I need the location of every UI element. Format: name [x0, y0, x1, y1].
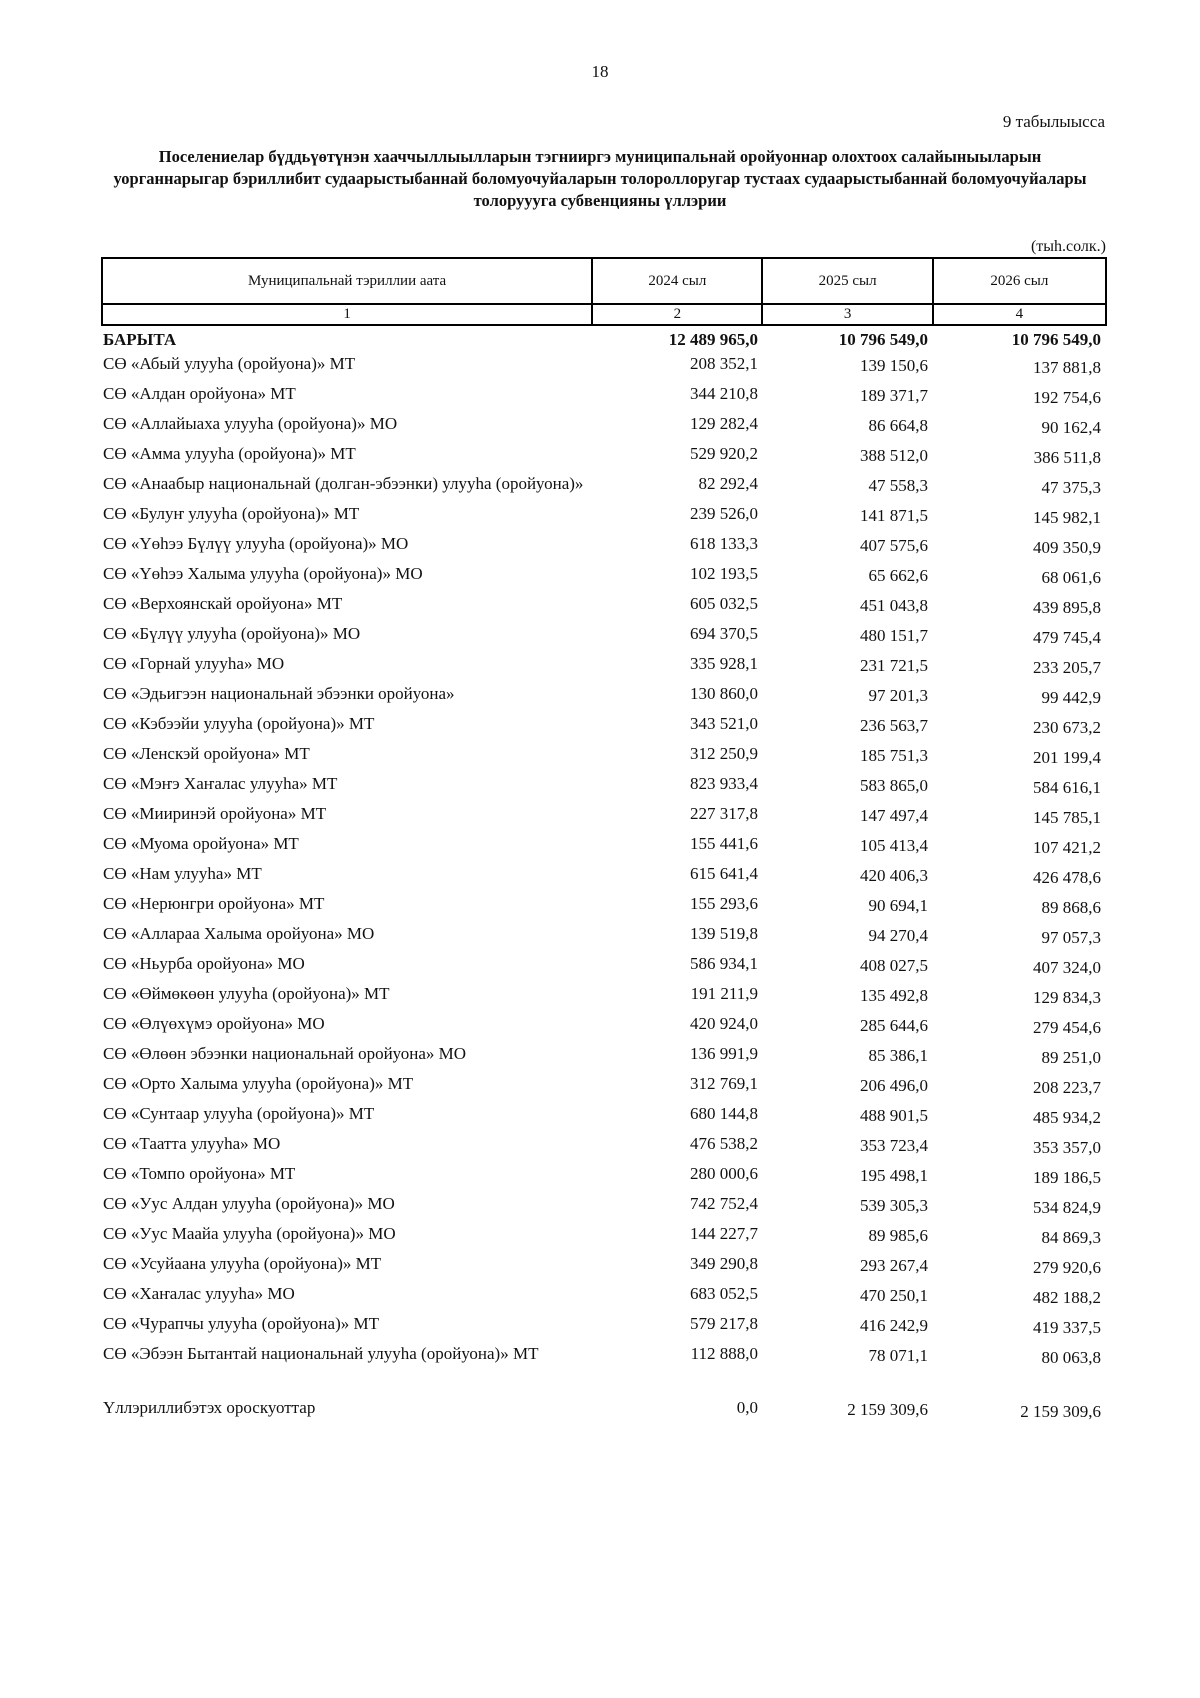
municipality-name: СӨ «Томпо оройуона» МТ — [103, 1164, 296, 1183]
value-2025: 47 558,3 — [868, 476, 928, 495]
value-2024: 344 210,8 — [690, 384, 758, 403]
undistributed-2026: 2 159 309,6 — [1020, 1402, 1101, 1421]
table-header — [101, 257, 1107, 326]
undistributed-label: Үллэриллибэтэх ороскуоттар — [103, 1398, 316, 1417]
municipality-name: СӨ «Эбээн Бытантай национальнай улууһа (оройуона)» МТ — [103, 1344, 539, 1363]
value-2025: 206 496,0 — [860, 1076, 928, 1095]
value-2024: 239 526,0 — [690, 504, 758, 523]
value-2026: 99 442,9 — [1041, 688, 1101, 707]
value-2026: 189 186,5 — [1033, 1168, 1101, 1187]
value-2024: 343 521,0 — [690, 714, 758, 733]
value-2024: 191 211,9 — [690, 984, 758, 1003]
municipality-name: СӨ «Орто Халыма улууһа (оройуона)» МТ — [103, 1074, 414, 1093]
value-2026: 230 673,2 — [1033, 718, 1101, 737]
municipality-name: СӨ «Эдьигээн национальнай эбээнки оройуона» — [103, 684, 455, 703]
total-2026: 10 796 549,0 — [1011, 330, 1101, 349]
value-2025: 231 721,5 — [860, 656, 928, 675]
table-row — [101, 624, 1107, 648]
value-2025: 189 371,7 — [860, 386, 928, 405]
value-2025: 236 563,7 — [860, 716, 928, 735]
value-2026: 84 869,3 — [1041, 1228, 1101, 1247]
table-row — [101, 1314, 1107, 1338]
value-2024: 618 133,3 — [690, 534, 758, 553]
value-2026: 482 188,2 — [1033, 1288, 1101, 1307]
value-2024: 683 052,5 — [690, 1284, 758, 1303]
table-row — [101, 864, 1107, 888]
value-2025: 139 150,6 — [860, 356, 928, 375]
table-row — [101, 1194, 1107, 1218]
value-2025: 90 694,1 — [868, 896, 928, 915]
table-row — [101, 714, 1107, 738]
value-2025: 195 498,1 — [860, 1166, 928, 1185]
table-row — [101, 1014, 1107, 1038]
header-2026: 2026 сыл — [933, 258, 1106, 304]
value-2026: 386 511,8 — [1033, 448, 1101, 467]
table-row — [101, 984, 1107, 1008]
municipality-name: СӨ «Ньурба оройуона» МО — [103, 954, 305, 973]
value-2026: 426 478,6 — [1033, 868, 1101, 887]
header-2024: 2024 сыл — [592, 258, 762, 304]
value-2025: 416 242,9 — [860, 1316, 928, 1335]
value-2025: 470 250,1 — [860, 1286, 928, 1305]
value-2024: 823 933,4 — [690, 774, 758, 793]
table-row — [101, 1254, 1107, 1278]
municipality-name: СӨ «Үөһээ Бүлүү улууһа (оройуона)» МО — [103, 534, 409, 553]
table-row — [101, 1134, 1107, 1158]
municipality-name: СӨ «Чурапчы улууһа (оройуона)» МТ — [103, 1314, 379, 1333]
table-row — [101, 354, 1107, 378]
table-row — [101, 1344, 1107, 1368]
value-2026: 192 754,6 — [1033, 388, 1101, 407]
table-row — [101, 1044, 1107, 1068]
value-2026: 145 982,1 — [1033, 508, 1101, 527]
value-2024: 335 928,1 — [690, 654, 758, 673]
table-row — [101, 534, 1107, 558]
value-2025: 451 043,8 — [860, 596, 928, 615]
value-2025: 583 865,0 — [860, 776, 928, 795]
value-2024: 694 370,5 — [690, 624, 758, 643]
value-2024: 529 920,2 — [690, 444, 758, 463]
value-2026: 439 895,8 — [1033, 598, 1101, 617]
value-2024: 139 519,8 — [690, 924, 758, 943]
value-2025: 94 270,4 — [868, 926, 928, 945]
value-2025: 147 497,4 — [860, 806, 928, 825]
value-2026: 479 745,4 — [1033, 628, 1101, 647]
page-number: 18 — [591, 62, 609, 81]
value-2024: 280 000,6 — [690, 1164, 758, 1183]
value-2025: 86 664,8 — [868, 416, 928, 435]
total-label: БАРЫТА — [103, 330, 177, 349]
municipality-name: СӨ «Өлөөн эбээнки национальнай оройуона» МО — [103, 1044, 467, 1063]
municipality-name: СӨ «Уус Маайа улууһа (оройуона)» МО — [103, 1224, 396, 1243]
column-number: 4 — [933, 304, 1106, 325]
municipality-name: СӨ «Нам улууһа» МТ — [103, 864, 262, 883]
value-2024: 155 293,6 — [690, 894, 758, 913]
value-2026: 129 834,3 — [1033, 988, 1101, 1007]
value-2026: 68 061,6 — [1041, 568, 1101, 587]
table-row — [101, 384, 1107, 408]
table-row — [101, 444, 1107, 468]
table-row — [101, 1164, 1107, 1188]
value-2026: 534 824,9 — [1033, 1198, 1101, 1217]
table-row — [101, 924, 1107, 948]
table-row — [101, 564, 1107, 588]
municipality-name: СӨ «Усуйаана улууһа (оройуона)» МТ — [103, 1254, 382, 1273]
municipality-name: СӨ «Муома оройуона» МТ — [103, 834, 299, 853]
value-2025: 408 027,5 — [860, 956, 928, 975]
value-2025: 407 575,6 — [860, 536, 928, 555]
value-2026: 279 454,6 — [1033, 1018, 1101, 1037]
value-2024: 579 217,8 — [690, 1314, 758, 1333]
value-2025: 285 644,6 — [860, 1016, 928, 1035]
appendix-label: 9 табылыысса — [1002, 112, 1105, 131]
municipality-name: СӨ «Сунтаар улууһа (оройуона)» МТ — [103, 1104, 375, 1123]
value-2026: 279 920,6 — [1033, 1258, 1101, 1277]
municipality-name: СӨ «Таатта улууһа» МО — [103, 1134, 281, 1153]
value-2024: 129 282,4 — [690, 414, 758, 433]
table-row — [101, 1104, 1107, 1128]
value-2026: 419 337,5 — [1033, 1318, 1101, 1337]
column-number: 1 — [102, 304, 592, 325]
municipality-name: СӨ «Өлүөхүмэ оройуона» МО — [103, 1014, 325, 1033]
value-2025: 539 305,3 — [860, 1196, 928, 1215]
value-2024: 208 352,1 — [690, 354, 758, 373]
value-2026: 137 881,8 — [1033, 358, 1101, 377]
municipality-name: СӨ «Абый улууһа (оройуона)» МТ — [103, 354, 356, 373]
value-2026: 97 057,3 — [1041, 928, 1101, 947]
value-2025: 65 662,6 — [868, 566, 928, 585]
value-2024: 155 441,6 — [690, 834, 758, 853]
value-2026: 353 357,0 — [1033, 1138, 1101, 1157]
municipality-name: СӨ «Хаҥалас улууһа» МО — [103, 1284, 295, 1303]
document-title: Поселениелар бүддьүөтүнэн хааччыллыылларын тэгнииргэ муниципальнай оройуоннар олохтоох салайыныыларын уорганнарыгар бэриллибит судаарыстыбаннай боломуочуйаларын толороллоругар тустаах судаарыстыбаннай боломуочуйалары толоруууга субвенцияны үллэрии — [113, 147, 1087, 210]
value-2026: 89 868,6 — [1041, 898, 1101, 917]
value-2025: 293 267,4 — [860, 1256, 928, 1275]
value-2024: 312 250,9 — [690, 744, 758, 763]
municipality-name: СӨ «Аллайыаха улууһа (оройуона)» МО — [103, 414, 398, 433]
table-row — [101, 504, 1107, 528]
value-2024: 227 317,8 — [690, 804, 758, 823]
value-2026: 584 616,1 — [1033, 778, 1101, 797]
value-2026: 145 785,1 — [1033, 808, 1101, 827]
value-2024: 420 924,0 — [690, 1014, 758, 1033]
value-2024: 112 888,0 — [690, 1344, 758, 1363]
municipality-name: СӨ «Өймөкөөн улууһа (оройуона)» МТ — [103, 984, 390, 1003]
value-2024: 605 032,5 — [690, 594, 758, 613]
value-2024: 349 290,8 — [690, 1254, 758, 1273]
value-2026: 89 251,0 — [1041, 1048, 1101, 1067]
value-2024: 476 538,2 — [690, 1134, 758, 1153]
value-2024: 680 144,8 — [690, 1104, 758, 1123]
table-row — [101, 654, 1107, 678]
undistributed-2024: 0,0 — [736, 1398, 758, 1417]
municipality-name: СӨ «Ленскэй оройуона» МТ — [103, 744, 310, 763]
value-2024: 82 292,4 — [698, 474, 758, 493]
table-row — [101, 894, 1107, 918]
value-2025: 97 201,3 — [868, 686, 928, 705]
value-2025: 420 406,3 — [860, 866, 928, 885]
municipality-name: СӨ «Аллараа Халыма оройуона» МО — [103, 924, 375, 943]
value-2025: 488 901,5 — [860, 1106, 928, 1125]
value-2026: 90 162,4 — [1041, 418, 1101, 437]
municipality-name: СӨ «Мэҥэ Хаҥалас улууһа» МТ — [103, 774, 338, 793]
municipality-name: СӨ «Бүлүү улууһа (оройуона)» МО — [103, 624, 361, 643]
municipality-name: СӨ «Мииринэй оройуона» МТ — [103, 804, 327, 823]
municipality-name: СӨ «Горнай улууһа» МО — [103, 654, 285, 673]
value-2024: 130 860,0 — [690, 684, 758, 703]
value-2026: 80 063,8 — [1041, 1348, 1101, 1367]
header-municipality: Муниципальнай тэриллии аата — [102, 258, 592, 304]
value-2025: 135 492,8 — [860, 986, 928, 1005]
table-row — [101, 1284, 1107, 1308]
value-2025: 388 512,0 — [860, 446, 928, 465]
municipality-name: СӨ «Уус Алдан улууһа (оройуона)» МО — [103, 1194, 395, 1213]
value-2025: 480 151,7 — [860, 626, 928, 645]
value-2024: 615 641,4 — [690, 864, 758, 883]
unit-label: (тыһ.солк.) — [1030, 238, 1106, 255]
table-row — [101, 684, 1107, 708]
undistributed-row — [101, 1398, 1107, 1422]
value-2024: 102 193,5 — [690, 564, 758, 583]
value-2025: 141 871,5 — [860, 506, 928, 525]
table-row — [101, 744, 1107, 768]
value-2026: 485 934,2 — [1033, 1108, 1101, 1127]
total-2024: 12 489 965,0 — [668, 330, 758, 349]
value-2026: 107 421,2 — [1033, 838, 1101, 857]
value-2024: 144 227,7 — [690, 1224, 758, 1243]
municipality-name: СӨ «Үөһээ Халыма улууһа (оройуона)» МО — [103, 564, 423, 583]
value-2024: 136 991,9 — [690, 1044, 758, 1063]
value-2025: 105 413,4 — [860, 836, 928, 855]
undistributed-2025: 2 159 309,6 — [847, 1400, 928, 1419]
total-2025: 10 796 549,0 — [838, 330, 928, 349]
value-2026: 208 223,7 — [1033, 1078, 1101, 1097]
value-2025: 185 751,3 — [860, 746, 928, 765]
municipality-name: СӨ «Алдан оройуона» МТ — [103, 384, 296, 403]
value-2026: 233 205,7 — [1033, 658, 1101, 677]
table-row — [101, 474, 1107, 498]
value-2024: 586 934,1 — [690, 954, 758, 973]
value-2026: 409 350,9 — [1033, 538, 1101, 557]
municipality-name: СӨ «Верхоянскай оройуона» МТ — [103, 594, 343, 613]
value-2024: 742 752,4 — [690, 1194, 758, 1213]
table-row — [101, 804, 1107, 828]
municipality-name: СӨ «Булуҥ улууһа (оройуона)» МТ — [103, 504, 360, 523]
municipality-name: СӨ «Анаабыр национальнай (долган-эбээнки) улууһа (оройуона)» — [103, 474, 584, 493]
header-2025: 2025 сыл — [762, 258, 932, 304]
table-row — [101, 774, 1107, 798]
value-2025: 78 071,1 — [868, 1346, 928, 1365]
table-row — [101, 1224, 1107, 1248]
column-number: 3 — [762, 304, 932, 325]
value-2026: 201 199,4 — [1033, 748, 1101, 767]
value-2024: 312 769,1 — [690, 1074, 758, 1093]
total-row — [101, 330, 1107, 350]
table-body — [101, 330, 1107, 1428]
municipality-name: СӨ «Амма улууһа (оройуона)» МТ — [103, 444, 356, 463]
column-number: 2 — [592, 304, 762, 325]
table-row — [101, 834, 1107, 858]
table-row — [101, 954, 1107, 978]
municipality-name: СӨ «Нерюнгри оройуона» МТ — [103, 894, 325, 913]
value-2025: 89 985,6 — [868, 1226, 928, 1245]
value-2026: 47 375,3 — [1041, 478, 1101, 497]
value-2025: 85 386,1 — [868, 1046, 928, 1065]
value-2026: 407 324,0 — [1033, 958, 1101, 977]
value-2025: 353 723,4 — [860, 1136, 928, 1155]
table-row — [101, 1074, 1107, 1098]
table-row — [101, 414, 1107, 438]
municipality-name: СӨ «Кэбээйи улууһа (оройуона)» МТ — [103, 714, 375, 733]
table-row — [101, 594, 1107, 618]
